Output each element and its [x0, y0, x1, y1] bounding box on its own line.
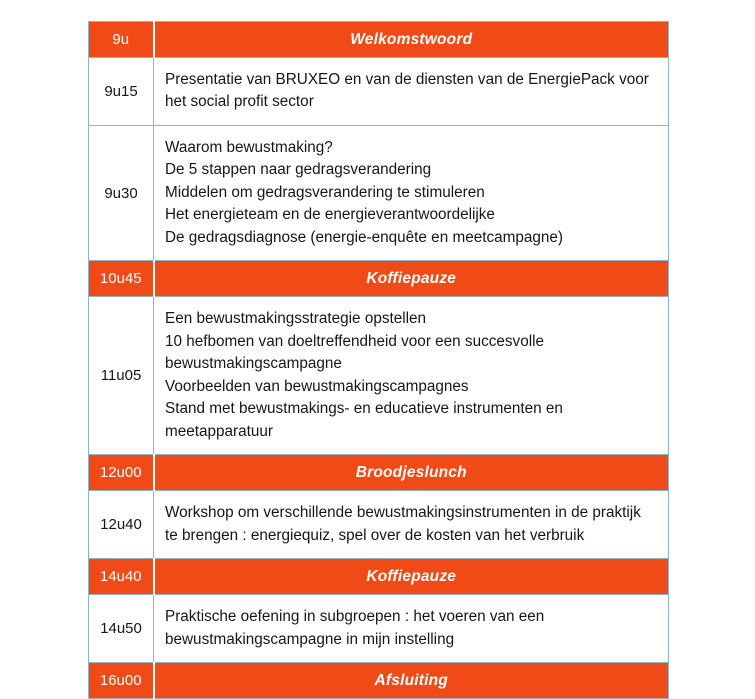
agenda-row-session-label: [154, 455, 669, 491]
agenda-row: [89, 491, 669, 559]
agenda-row-line: Middelen om gedragsverandering te stimuleren: [165, 183, 485, 201]
agenda-row-line: Praktische oefening in subgroepen : het voeren van een: [165, 608, 545, 626]
agenda-row-line: Waarom bewustmaking?: [165, 138, 333, 156]
agenda-row-description: [154, 125, 669, 260]
agenda-row-line: Een bewustmakingsstrategie opstellen: [165, 310, 427, 328]
agenda-row: [89, 297, 669, 455]
agenda-row-time: 14u50: [89, 595, 154, 663]
agenda-row-session-label: [154, 22, 669, 58]
agenda-row-session-label: [154, 559, 669, 595]
agenda-row-session-label: [154, 663, 669, 699]
agenda-row-time: 9u15: [89, 58, 154, 126]
agenda-table: [88, 21, 669, 699]
agenda-row-line: bewustmakingscampagne in mijn instelling: [165, 630, 455, 648]
agenda-row-line: Welkomstwoord: [350, 30, 473, 48]
agenda-row-time: 9u30: [89, 125, 154, 260]
agenda-row-line: Workshop om verschillende bewustmakingsinstrumenten in de praktijk: [165, 504, 641, 522]
agenda-row-line: Stand met bewustmakings- en educatieve instrumenten en: [165, 400, 563, 418]
agenda-row-description: [154, 58, 669, 126]
agenda-row: [89, 261, 669, 297]
agenda-row-time: 14u40: [89, 559, 154, 595]
agenda-row-line: De gedragsdiagnose (energie-enquête en meetcampagne): [165, 228, 563, 246]
agenda-row-description: [154, 297, 669, 455]
agenda-row-line: Afsluiting: [374, 671, 448, 689]
agenda-row: [89, 663, 669, 699]
agenda-row-time: 12u00: [89, 455, 154, 491]
agenda-row-line: het social profit sector: [165, 93, 314, 111]
agenda-table-container: [88, 21, 668, 699]
agenda-row-line: meetapparatuur: [165, 422, 273, 440]
agenda-row-description: [154, 491, 669, 559]
agenda-row-session-label: [154, 261, 669, 297]
agenda-row-line: Broodjeslunch: [355, 463, 467, 481]
agenda-row: [89, 595, 669, 663]
agenda-row-line: Voorbeelden van bewustmakingscampagnes: [165, 377, 469, 395]
agenda-row: [89, 559, 669, 595]
agenda-row-time: 12u40: [89, 491, 154, 559]
agenda-row: [89, 22, 669, 58]
agenda-row-line: te brengen : energiequiz, spel over de kosten van het verbruik: [165, 526, 585, 544]
agenda-row-line: 10 hefbomen van doeltreffendheid voor een succesvolle: [165, 332, 545, 350]
agenda-table-body: [89, 22, 669, 699]
agenda-row-line: Het energieteam en de energieverantwoordelijke: [165, 206, 495, 224]
agenda-row-line: bewustmakingscampagne: [165, 355, 342, 373]
agenda-row-time: 9u: [89, 22, 154, 58]
agenda-row: [89, 455, 669, 491]
agenda-row-line: Presentatie van BRUXEO en van de diensten van de EnergiePack voor: [165, 71, 649, 88]
agenda-row-time: 16u00: [89, 663, 154, 699]
agenda-row: [89, 125, 669, 260]
agenda-row-description: [154, 595, 669, 663]
agenda-row-line: Koffiepauze: [366, 269, 457, 287]
agenda-row-time: 11u05: [89, 297, 154, 455]
agenda-row-line: De 5 stappen naar gedragsverandering: [165, 161, 432, 179]
agenda-row: [89, 58, 669, 126]
agenda-row-time: 10u45: [89, 261, 154, 297]
agenda-row-line: Koffiepauze: [366, 567, 457, 585]
